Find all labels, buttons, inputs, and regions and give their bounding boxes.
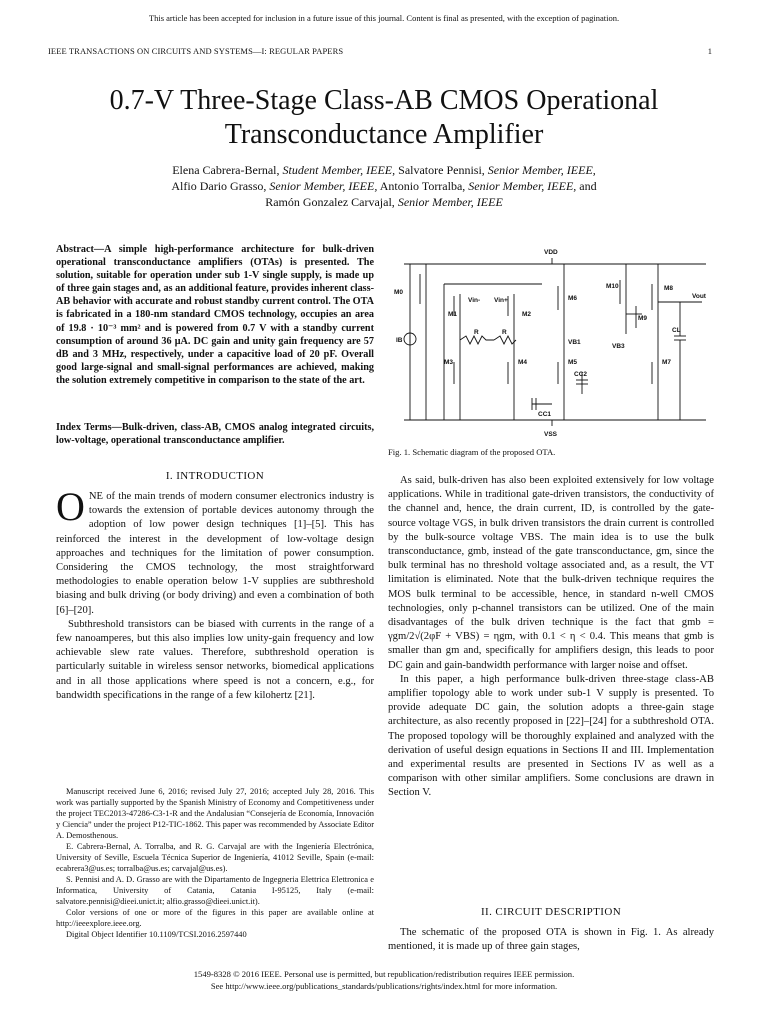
author-4: Antonio Torralba,: [379, 179, 466, 193]
label-vout: Vout: [692, 293, 706, 300]
footnote-affiliation-1: E. Cabrera-Bernal, A. Torralba, and R. G. Carvajal are with the Ingeniería Electrónica, University of Seville, Escuela Técnica Superior de Ingeniería, 41012 Seville, Spain (e-mail: ecabrera3@us.es; torralba@us.es; carvajal@us.es).: [56, 842, 374, 873]
author-1: Elena Cabrera-Bernal,: [172, 163, 280, 177]
label-r2: R: [502, 329, 507, 336]
author-1-role: Student Member, IEEE,: [282, 163, 396, 177]
label-vss: VSS: [544, 431, 558, 438]
label-cl: CL: [672, 327, 681, 334]
label-vdd: VDD: [544, 249, 558, 256]
label-m4: M4: [518, 359, 528, 366]
label-m10: M10: [606, 283, 619, 290]
section2-paragraph-1: The schematic of the proposed OTA is shown in Fig. 1. As already mentioned, it is made up of three gain stages,: [388, 927, 714, 953]
journal-header: IEEE TRANSACTIONS ON CIRCUITS AND SYSTEMS—I: REGULAR PAPERS: [48, 46, 344, 56]
paper-title: [0, 84, 768, 152]
label-vb3: VB3: [612, 343, 625, 350]
schematic-labels: [394, 249, 707, 438]
copyright-notice: [0, 968, 768, 992]
section-heading-introduction: I. INTRODUCTION: [165, 470, 265, 482]
label-vb1: VB1: [568, 339, 581, 346]
ota-schematic-figure: [392, 244, 718, 439]
label-cc1: CC1: [538, 411, 552, 418]
author-5-role: Senior Member, IEEE: [397, 195, 503, 209]
label-m1: M1: [448, 311, 458, 318]
right-paragraph-2: In this paper, a high performance bulk-driven three-stage class-AB amplifier topology able to work under sub-1 V supply is presented. To provide adequate DC gain, the solution adopts a three-gain stage architecture, as also recently proposed in [22]–[24] for a subthreshold OTA. The proposed topology will be thoroughly explained and analyzed with the derivation of useful design equations in Sections II and III. Implementation and experimental results are presented in Sections IV as well as a comparison with other similar amplifiers. Some conclusions are drawn in Section V.: [388, 673, 714, 799]
index-terms: Index Terms—Bulk-driven, class-AB, CMOS analog integrated circuits, low-voltage, operational transconductance amplifier.: [56, 422, 374, 447]
label-m5: M5: [568, 359, 578, 366]
intro-paragraph-1: ONE of the main trends of modern consumer electronics industry is towards the extension of portable devices autonomy through the adoption of low power design techniques [1]–[5]. This has reinforced the interest in the development of low-voltage design approaches and techniques for the limitation of power consumption. Considering the CMOS technology, the most straightforward methodologies to enable operation below 1-V supplies are subthreshold biasing and bulk driving (or body driving) and even a combination of both [6]–[20].: [56, 484, 374, 616]
author-3-role: Senior Member, IEEE,: [269, 179, 378, 193]
right-paragraph-1: As said, bulk-driven has also been exploited extensively for low voltage applications. While in traditional gate-driven transistors, the conductivity of the channel and, hence, the drain current, ID, is controlled by the gate-source voltage VGS, in bulk driven transistors the drain current is controlled by the bulk-source voltage VBS. The main idea is to use the bulk transconductance, gmb, instead of the gate transconductance, gm, since the bulk terminal has no threshold voltage associated and, as a result, the VT limitation is eliminated. Note that the bulk-driven technique requires the MOS bulk terminal to be accessible, hence, in standard n-well CMOS technologies, only p-channel transistors can be utilized. One of the main disadvantages of the bulk driven technique is the fact that gmb = γgm/2√(2φF + VBS) = ηgm, with 0.1 < η < 0.4. This means that gmb is smaller than gm and, specifically for amplifiers design, this leads to poor DC gain and gain-bandwidth performance with larger noise and offset.: [388, 475, 714, 671]
label-vin-plus: Vin+: [494, 297, 508, 304]
footnote-doi: Digital Object Identifier 10.1109/TCSI.2016.2597440: [66, 930, 247, 939]
footnote-affiliation-2: S. Pennisi and A. D. Grasso are with the Dipartamento de Ingegneria Elettrica Elettronica e Informatica, University of Catania, Catania I-95125, Italy (e-mail: salvatore.pennisi@dieei.unict.it; alfio.grasso@dieei.unict.it).: [56, 875, 374, 906]
section2-body: [388, 926, 714, 954]
author-5: Ramón Gonzalez Carvajal,: [265, 195, 395, 209]
copyright-line-2: See http://www.ieee.org/publications_standards/publications/rights/index.html for more information.: [210, 981, 558, 991]
footnote-color: Color versions of one or more of the figures in this paper are available online at http://ieeexplore.ieee.org.: [56, 908, 374, 928]
figure-caption: Fig. 1. Schematic diagram of the proposed OTA.: [388, 447, 556, 457]
footnotes: [56, 786, 374, 940]
abstract: Abstract—A simple high-performance architecture for bulk-driven operational transconductance amplifiers (OTAs) is presented. The solution, suitable for operation under sub 1-V single supply, is made up of three gain stages and, as an additional feature, provides inherent class-AB behavior with accurate and robust standby current control. The OTA is fabricated in a 180-nm standard CMOS technology, occupies an area of 19.8 · 10⁻³ mm² and is powered from 0.7 V with a standby current consumption of around 36 μA. DC gain and unity gain frequency are 57 dB and 3 MHz, respectively, under a capacitive load of 20 pF. Overall good large-signal and small-signal performances are achieved, making the solution extremely competitive in comparison to the state of the art.: [56, 244, 374, 386]
label-m0: M0: [394, 289, 404, 296]
author-conjunction: and: [579, 179, 597, 193]
author-list: [0, 162, 768, 210]
label-cc2: CC2: [574, 371, 588, 378]
label-m8: M8: [664, 285, 674, 292]
title-line-1: 0.7-V Three-Stage Class-AB CMOS Operational: [109, 85, 659, 116]
author-3: Alfio Dario Grasso,: [171, 179, 267, 193]
title-line-2: Transconductance Amplifier: [224, 119, 544, 150]
intro-paragraph-2: Subthreshold transistors can be biased with currents in the range of a few nanoamperes, but this also implies low unity-gain frequency and low achievable slew rate values. Therefore, subthreshold operation is particularly suitable in wireless sensor networks, biomedical applications and in all those applications where speed is not a concern, e.g., for bandwidth specifications in the range of a few kilohertz [21].: [56, 618, 374, 701]
label-vin-minus: Vin-: [468, 297, 481, 304]
introduction-body: [56, 484, 374, 703]
label-m7: M7: [662, 359, 672, 366]
label-m2: M2: [522, 311, 532, 318]
label-m3: M3: [444, 359, 454, 366]
page-number: 1: [707, 46, 712, 56]
copyright-line-1: 1549-8328 © 2016 IEEE. Personal use is permitted, but republication/redistribution requires IEEE permission.: [193, 969, 575, 979]
author-4-role: Senior Member, IEEE,: [468, 179, 577, 193]
label-m6: M6: [568, 295, 578, 302]
label-r1: R: [474, 329, 479, 336]
right-column-body: [388, 474, 714, 801]
label-m9: M9: [638, 315, 648, 322]
label-ib: IB: [396, 337, 403, 344]
acceptance-notice: This article has been accepted for inclusion in a future issue of this journal. Content is final as presented, with the exception of pagination.: [148, 13, 620, 23]
schematic-svg: [392, 244, 718, 439]
drop-cap: O: [56, 484, 85, 529]
author-2: Salvatore Pennisi,: [398, 163, 485, 177]
footnote-manuscript: Manuscript received June 6, 2016; revised July 27, 2016; accepted July 28, 2016. This work was partially supported by the Spanish Ministry of Economy and Competitiveness under the project TEC2013-47286-C3-1-R and the Andalusian “Consejería de Economía, Innovación y Ciencia” under the project P12-TIC-1862. This paper was recommended by Associate Editor A. Demosthenous.: [56, 787, 374, 840]
author-2-role: Senior Member, IEEE,: [487, 163, 596, 177]
section-heading-circuit-description: II. CIRCUIT DESCRIPTION: [480, 906, 622, 918]
